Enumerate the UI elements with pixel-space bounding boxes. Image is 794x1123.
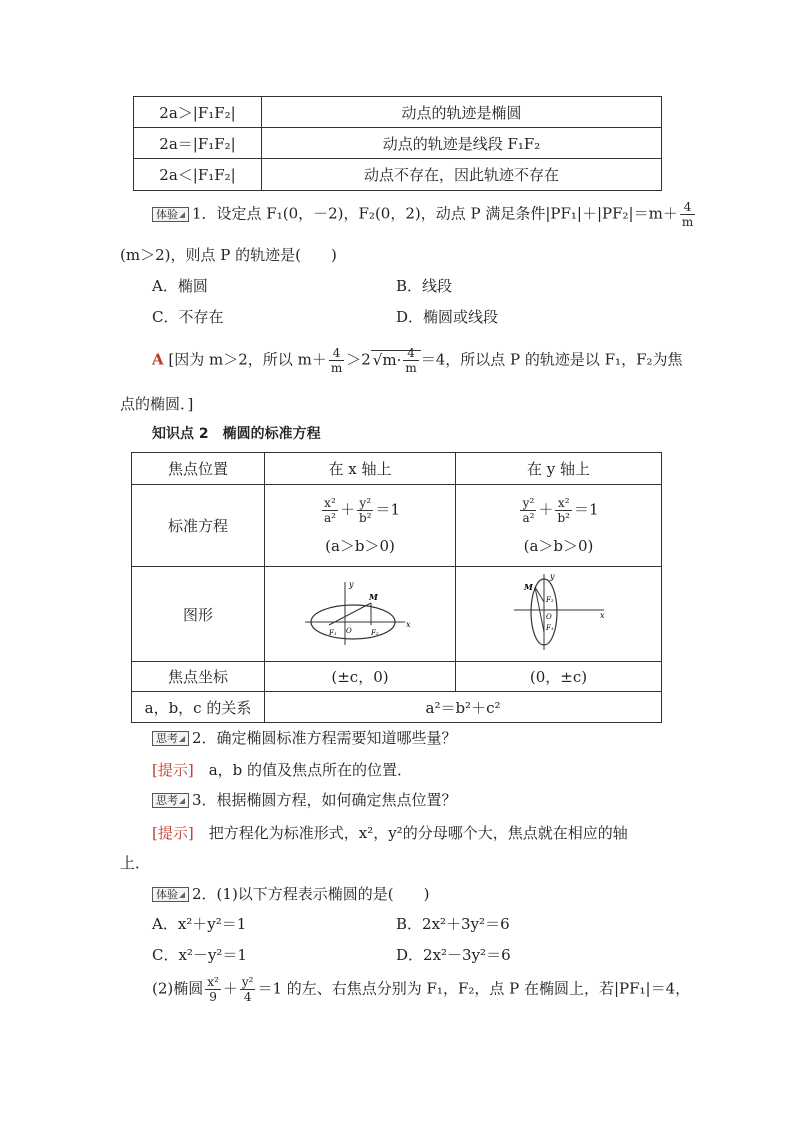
option-a[interactable]: A．椭圆 (152, 277, 208, 295)
table-cell: 动点的轨迹是线段 F₁F₂ (262, 128, 662, 159)
table-row (134, 159, 662, 191)
table-cell: (0，±c) (456, 662, 662, 692)
focus-label-f2: F₂ (545, 596, 554, 604)
fraction: $\frac{\text{x²}}{9}$ (207, 975, 219, 1004)
axis-label-y: y (349, 580, 354, 589)
think-3-answer-cont: 上． (120, 854, 151, 872)
fraction: $\frac{4}{m}$ (681, 200, 694, 229)
think-3-question: 思考 3．根据椭圆方程，如何确定焦点位置？ (152, 789, 457, 810)
hint-label: [提示] (152, 761, 194, 779)
think-2-answer: [提示] a，b 的值及焦点所在的位置． (152, 761, 413, 779)
exercise-1-question (152, 200, 697, 229)
option-b[interactable]: B．2x²＋3y²＝6 (396, 915, 510, 933)
fraction: $\frac{\text{y²}}{4}$ (241, 975, 254, 1004)
table-header: 在 y 轴上 (456, 453, 662, 485)
exercise-1-solution: A [因为 m＞2，所以 m＋ $\frac{4}{m}$ ＞2 √m· $\frac{4}{m}$ ＝4，所以点 P 的轨迹是以 F₁，F₂为焦 (152, 346, 683, 375)
table-row (132, 692, 662, 723)
option-a[interactable]: A．x²＋y²＝1 (152, 915, 247, 933)
focus-label-f2: F₂ (371, 629, 379, 637)
equation-y: $\frac{\text{y²}}{\text{a²}}$ ＋ $\frac{\text{x²}}{\text{b²}}$ ＝1 (a＞b＞0) (456, 485, 662, 567)
table-cell: 图形 (132, 567, 265, 662)
table-cell: a，b，c 的关系 (132, 692, 265, 723)
table-cell: (±c，0) (265, 662, 456, 692)
sqrt-expression: √m· $\frac{4}{m}$ (371, 350, 421, 369)
option-b[interactable]: B．线段 (396, 277, 453, 295)
axis-label-y: y (549, 572, 555, 581)
ellipse-equation-table (131, 452, 662, 723)
option-c[interactable]: C．x²－y²＝1 (152, 946, 247, 964)
exercise-1-line2: (m＞2)，则点 P 的轨迹是( ) (120, 246, 337, 264)
table-cell: a²＝b²＋c² (265, 692, 662, 723)
table-header: 焦点位置 (132, 453, 265, 485)
exercise-2-part2: (2)椭圆 $\frac{\text{x²}}{9}$ ＋ $\frac{\text{y²}}{4}$ ＝1 的左、右焦点分别为 F₁，F₂，点 P 在椭圆上，若|PF₁|＝4， (152, 975, 691, 1004)
table-cell: 标准方程 (132, 485, 265, 567)
ellipse-vertical-diagram (504, 572, 614, 652)
table-row (132, 485, 662, 567)
exercise-tag: 体验 (152, 207, 189, 222)
ellipse-horizontal-diagram (305, 577, 415, 647)
axis-label-x: x (406, 620, 411, 629)
origin-label: O (545, 613, 552, 621)
table-cell: 动点的轨迹是椭圆 (262, 97, 662, 128)
option-c[interactable]: C．不存在 (152, 308, 224, 326)
point-label-m: M (523, 582, 533, 592)
section-title: 知识点 2 椭圆的标准方程 (152, 426, 321, 442)
focus-condition-table (133, 96, 662, 191)
option-d[interactable]: D．2x²－3y²＝6 (396, 946, 511, 964)
table-cell: 2a＞|F₁F₂| (134, 97, 262, 128)
table-cell: 焦点坐标 (132, 662, 265, 692)
table-row (134, 128, 662, 159)
table-row (134, 97, 662, 128)
table-row (132, 662, 662, 692)
hint-label: [提示] (152, 824, 194, 842)
focus-label-f1: F₁ (545, 624, 554, 632)
solution-line2: 点的椭圆．] (120, 395, 194, 413)
table-row (132, 567, 662, 662)
fraction: $\frac{4}{m}$ (330, 346, 343, 375)
think-tag: 思考 (152, 731, 189, 746)
table-cell: 动点不存在，因此轨迹不存在 (262, 159, 662, 191)
table-cell: 2a＝|F₁F₂| (134, 128, 262, 159)
think-tag: 思考 (152, 793, 189, 808)
focus-label-f1: F₁ (329, 629, 337, 637)
figure-x-axis-ellipse (265, 567, 456, 662)
answer-letter: A (152, 350, 164, 369)
table-row (132, 453, 662, 485)
table-cell: 2a＜|F₁F₂| (134, 159, 262, 191)
exercise-tag: 体验 (152, 887, 189, 902)
axis-label-x: x (599, 611, 605, 620)
point-label-m: M (369, 592, 378, 602)
exercise-text: 1．设定点 F₁(0，－2)，F₂(0，2)，动点 P 满足条件|PF₁|＋|PF₂|＝m＋ (192, 204, 678, 223)
figure-y-axis-ellipse (456, 567, 662, 662)
think-3-answer: [提示] 把方程化为标准形式，x²，y²的分母哪个大，焦点就在相应的轴 (152, 824, 628, 842)
table-header: 在 x 轴上 (265, 453, 456, 485)
origin-label: O (346, 627, 352, 635)
think-2-question: 思考 2．确定椭圆标准方程需要知道哪些量？ (152, 727, 457, 748)
exercise-2-question: 体验 2．(1)以下方程表示椭圆的是( ) (152, 883, 430, 904)
equation-x: $\frac{\text{x²}}{\text{a²}}$ ＋ $\frac{\text{y²}}{\text{b²}}$ ＝1 (a＞b＞0) (265, 485, 456, 567)
option-d[interactable]: D．椭圆或线段 (396, 308, 499, 326)
